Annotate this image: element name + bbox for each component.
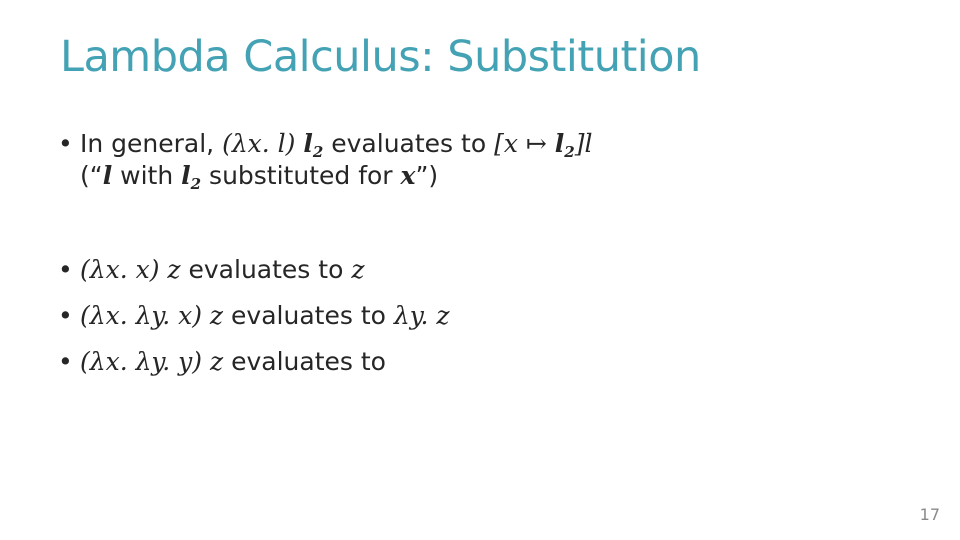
math-expression: (λx. l) xyxy=(222,129,296,158)
math-l: l xyxy=(554,129,565,158)
math-l2 xyxy=(303,129,324,161)
math-expression: (λx. λy. x) z xyxy=(80,301,224,330)
bullet-dot: • xyxy=(58,129,73,158)
page-number: 17 xyxy=(919,505,940,524)
close-quote: ”) xyxy=(415,161,439,190)
bullet-text: evaluates to xyxy=(223,301,394,330)
math-subscript: 2 xyxy=(312,143,324,161)
slide-title: Lambda Calculus: Substitution xyxy=(60,32,701,82)
bullet-text: In general, xyxy=(80,129,223,158)
bullet-text: evaluates to xyxy=(180,255,352,284)
bullet-item-general xyxy=(58,128,878,196)
math-subscript: 2 xyxy=(564,143,575,161)
math-x-bold: x xyxy=(400,161,416,190)
math-result: λy. z xyxy=(393,301,450,330)
math-l: l xyxy=(181,161,191,190)
bullet-item-example-2 xyxy=(58,300,878,346)
bullet-text: evaluates to xyxy=(223,347,386,376)
math-x xyxy=(401,161,416,190)
bullet-item-example-1 xyxy=(58,254,878,300)
bullet-text: with xyxy=(112,161,182,190)
bullet-line-1 xyxy=(80,128,878,160)
math-subscript: 2 xyxy=(190,175,202,193)
bullet-dot: • xyxy=(58,301,73,330)
bullet-dot: • xyxy=(58,255,73,284)
math-l2 xyxy=(181,161,202,193)
math-l xyxy=(103,161,113,190)
bullet-dot: • xyxy=(58,347,73,376)
math-l-bold: l xyxy=(102,161,113,190)
math-substitution: [x ↦ xyxy=(494,129,555,158)
bullet-spacer xyxy=(58,196,878,254)
math-expression: (λx. λy. y) z xyxy=(80,347,224,376)
math-l2 xyxy=(554,129,575,161)
math-expression: (λx. x) z xyxy=(80,255,181,284)
bullet-list xyxy=(58,128,878,392)
math-bracket-close: ]l xyxy=(574,129,593,158)
bullet-item-example-3 xyxy=(58,346,878,392)
math-result: z xyxy=(351,255,365,284)
math-l: l xyxy=(303,129,313,158)
open-quote: (“ xyxy=(80,161,103,190)
bullet-text: substituted for xyxy=(201,161,401,190)
bullet-line-2 xyxy=(80,160,878,192)
bullet-text: evaluates to xyxy=(323,129,495,158)
